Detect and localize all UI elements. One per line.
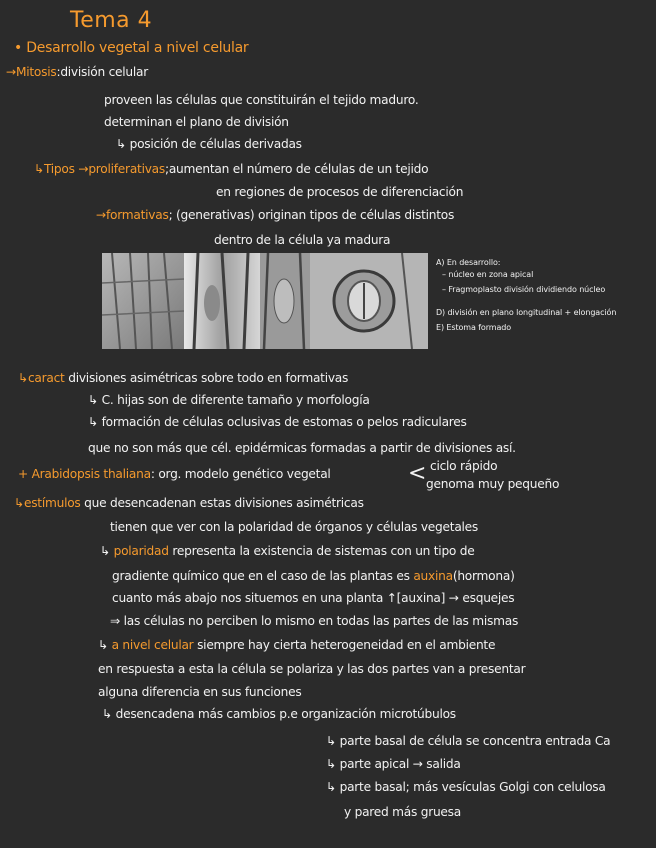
estimulos-line9: alguna diferencia en sus funciones: [98, 685, 302, 699]
caract-line2: ↳ C. hijas son de diferente tamaño y morfología: [88, 393, 370, 407]
estimulos-line: [14, 495, 364, 511]
tipos-line: ↳Tipos →proliferativas;aumentan el número de células de un tejido: [34, 162, 429, 176]
estimulos-line4: [112, 568, 515, 584]
estimulos-line8: en respuesta a esta la célula se polariza y las dos partes van a presentar: [98, 662, 526, 676]
estimulos-line4a: gradiente químico que en el caso de las plantas es: [112, 569, 410, 583]
heading-text: Desarrollo vegetal a nivel celular: [26, 40, 249, 56]
mitosis-definition: división celular: [60, 65, 148, 79]
caract-text: divisiones asimétricas sobre todo en formativas: [68, 371, 349, 385]
caption-a1: – núcleo en zona apical: [442, 270, 534, 279]
caption-e: E) Estoma formado: [436, 323, 512, 332]
polaridad-label: polaridad: [113, 544, 169, 558]
estimulos-line5: cuanto más abajo nos situemos en una planta ↑[auxina] → esquejes: [112, 591, 515, 605]
caption-a: A) En desarrollo:: [436, 258, 501, 267]
mitosis-line2: determinan el plano de división: [104, 115, 289, 129]
polaridad-line: ↳ polaridad representa la existencia de sistemas con un tipo de: [100, 544, 475, 558]
arabidopsis-line: + Arabidopsis thaliana: org. modelo genético vegetal: [18, 467, 331, 481]
estimulos-line7: siempre hay cierta heterogeneidad en el ambiente: [197, 638, 496, 652]
micrograph-figure: [102, 253, 428, 349]
mitosis-label: Mitosis: [15, 65, 57, 79]
formativas-label: formativas: [105, 208, 169, 222]
arabidopsis-item2: genoma muy pequeño: [426, 477, 560, 491]
arabidopsis-item1: ciclo rápido: [430, 459, 498, 473]
arabidopsis-text: org. modelo genético vegetal: [158, 467, 331, 481]
estimulos-line13: ↳ parte basal; más vesículas Golgi con celulosa: [326, 780, 606, 794]
proliferativas-text2: en regiones de procesos de diferenciación: [216, 185, 464, 199]
caract-line: [18, 370, 348, 386]
formativas-text2: dentro de la célula ya madura: [214, 233, 391, 247]
auxina-word: auxina: [413, 569, 453, 583]
caract-label: ↳caract: [18, 371, 65, 385]
caract-line3: ↳ formación de células oclusivas de estomas o pelos radiculares: [88, 415, 467, 429]
estimulos-line6: ⇒ las células no perciben lo mismo en todas las partes de las mismas: [110, 614, 519, 628]
mitosis-line1: proveen las células que constituirán el tejido maduro.: [104, 93, 419, 107]
tipos-label: ↳Tipos: [34, 162, 75, 176]
mitosis-line: →Mitosis:división celular: [6, 65, 148, 79]
micrograph-image: [102, 253, 428, 349]
estimulos-line12: ↳ parte apical → salida: [326, 757, 461, 771]
estimulos-label: ↳estímulos: [14, 496, 81, 510]
estimulos-line11: ↳ parte basal de célula se concentra entrada Ca: [326, 734, 611, 748]
proliferativas-label: proliferativas: [88, 162, 165, 176]
caption-a2: – Fragmoplasto división dividiendo núcleo: [442, 285, 606, 294]
caption-d: D) división en plano longitudinal + elongación: [436, 308, 617, 317]
mitosis-line3: ↳ posición de células derivadas: [116, 137, 302, 151]
nivel-celular-line: ↳ a nivel celular siempre hay cierta heterogeneidad en el ambiente: [98, 638, 496, 652]
estimulos-line2: tienen que ver con la polaridad de órganos y células vegetales: [110, 520, 479, 534]
estimulos-line4b: (hormona): [452, 569, 515, 583]
estimulos-line10: ↳ desencadena más cambios p.e organización microtúbulos: [102, 707, 456, 721]
arabidopsis-label: + Arabidopsis thaliana: [18, 467, 151, 481]
brace-symbol: <: [408, 461, 427, 486]
proliferativas-text: aumentan el número de células de un tejido: [168, 162, 429, 176]
estimulos-line1: que desencadenan estas divisiones asimétricas: [84, 496, 364, 510]
estimulos-line3: representa la existencia de sistemas con un tipo de: [172, 544, 475, 558]
estimulos-line14: y pared más gruesa: [344, 805, 461, 819]
nivel-celular-label: a nivel celular: [111, 638, 194, 652]
formativas-line: →formativas; (generativas) originan tipos de células distintos: [96, 208, 455, 222]
caract-line4: que no son más que cél. epidérmicas formadas a partir de divisiones así.: [88, 441, 516, 455]
page-title: Tema 4: [70, 8, 153, 33]
formativas-text: (generativas) originan tipos de células distintos: [176, 208, 455, 222]
section-heading: • Desarrollo vegetal a nivel celular: [14, 40, 249, 56]
